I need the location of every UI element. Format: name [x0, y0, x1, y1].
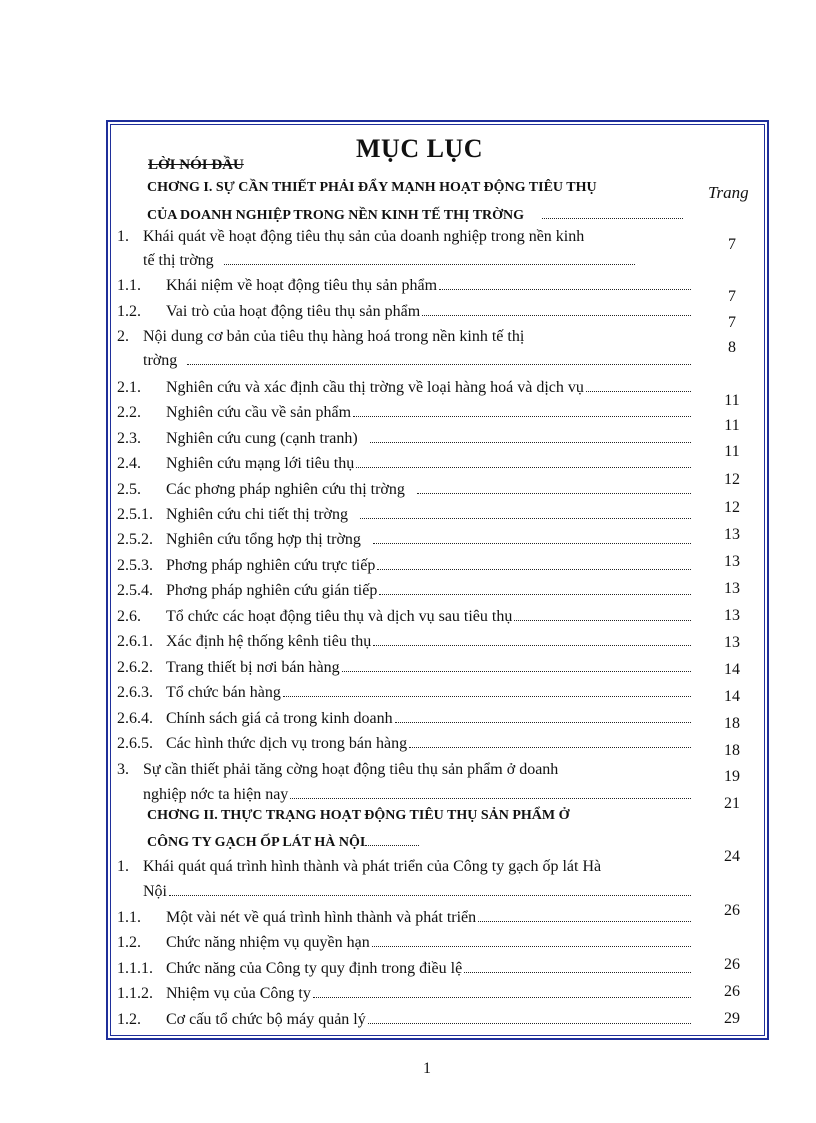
- toc-entry-title: Nghiên cứu mạng lới tiêu thụ: [166, 455, 355, 472]
- page-number: 21: [724, 795, 740, 812]
- toc-entry: [117, 297, 691, 321]
- toc-entry-number: 1.1.: [117, 909, 141, 926]
- dot-leader: [478, 921, 691, 922]
- toc-entry-title: Sự cần thiết phải tăng cờng hoạt động tiêu thụ sản phẩm ở doanh: [143, 761, 559, 778]
- toc-entry-title: Khái quát về hoạt động tiêu thụ sản của doanh nghiệp trong nền kinh: [143, 228, 585, 245]
- toc-entry-number: 2.6.1.: [117, 633, 153, 650]
- chapter-1-heading-line-1: CHƠNG I. SỰ CẦN THIẾT PHẢI ĐẨY MẠNH HOẠT ĐỘNG TIÊU THỤ: [147, 180, 597, 195]
- page-number: 14: [724, 661, 740, 678]
- chapter-2-heading-text: CÔNG TY GẠCH ỐP LÁT HÀ NỘI: [147, 835, 366, 850]
- toc-entry-number: 2.4.: [117, 455, 141, 472]
- chapter-2-heading-line-1: CHƠNG II. THỰC TRẠNG HOẠT ĐỘNG TIÊU THỤ SẢN PHẨM Ở: [147, 808, 570, 823]
- toc-entry-3-line-1: [117, 755, 691, 779]
- toc-entry-number: 2.6.2.: [117, 659, 153, 676]
- page-number: 13: [724, 553, 740, 570]
- page-number: 26: [724, 983, 740, 1000]
- toc-entry-number: 1.: [117, 858, 129, 875]
- toc-entry-title: Nội dung cơ bản của tiêu thụ hàng hoá trong nền kinh tế thị: [143, 328, 525, 345]
- toc-entry-title: Cơ cấu tổ chức bộ máy quản lý: [166, 1011, 366, 1028]
- toc-entry-number: 2.1.: [117, 379, 141, 396]
- dot-leader: [360, 518, 691, 519]
- toc-entry: [117, 398, 691, 422]
- page-number: 18: [724, 715, 740, 732]
- dot-leader: [313, 997, 691, 998]
- toc-entry-3-line-2: [143, 780, 691, 804]
- footer-page-number: 1: [423, 1060, 431, 1077]
- page-number: 13: [724, 634, 740, 651]
- toc-entry-2-line-1: [117, 322, 691, 346]
- toc-entry-2-line-2: [143, 346, 691, 370]
- page-number: 7: [728, 314, 736, 331]
- dot-leader: [372, 946, 691, 947]
- chapter-1-heading-line-2: [147, 200, 683, 224]
- page-number: 29: [724, 1010, 740, 1027]
- page-number: 11: [724, 443, 740, 460]
- page-number: 19: [724, 768, 740, 785]
- dot-leader: [373, 645, 691, 646]
- toc-entry-title: Nghiên cứu và xác định cầu thị trờng về loại hàng hoá và dịch vụ: [166, 379, 584, 396]
- toc-entry-title: Trang thiết bị nơi bán hàng: [166, 659, 340, 676]
- page-number: 13: [724, 607, 740, 624]
- page-title: MỤC LỤC: [356, 134, 483, 163]
- dot-leader: [586, 391, 691, 392]
- toc-entry: [117, 373, 691, 397]
- toc-entry-number: 2.6.4.: [117, 710, 153, 727]
- page-number: 12: [724, 499, 740, 516]
- toc-entry: [117, 1005, 691, 1029]
- toc-entry-number: 2.5.4.: [117, 582, 153, 599]
- dot-leader: [542, 218, 683, 219]
- toc-entry: [117, 551, 691, 575]
- toc-entry-title: Vai trò của hoạt động tiêu thụ sản phẩm: [166, 303, 421, 320]
- dot-leader: [379, 594, 691, 595]
- page-number: 12: [724, 471, 740, 488]
- dot-leader: [169, 895, 691, 896]
- toc-entry-number: 1.1.: [117, 277, 141, 294]
- toc-entry-1-line-2: [143, 246, 635, 270]
- toc-entry-number: 1.2.: [117, 934, 141, 951]
- toc-entry: [117, 928, 691, 952]
- toc-entry-title: Chức năng của Công ty quy định trong điều lệ: [166, 960, 463, 977]
- toc-entry-number: 1.2.: [117, 1011, 141, 1028]
- toc-entry-number: 2.2.: [117, 404, 141, 421]
- dot-leader: [370, 442, 691, 443]
- toc-entry-number: 1.1.2.: [117, 985, 153, 1002]
- toc-entry-title-cont: tế thị trờng: [143, 252, 214, 269]
- dot-leader: [342, 671, 691, 672]
- toc-entry: [117, 627, 691, 651]
- toc-entry: [117, 525, 691, 549]
- toc-entry-1-line-1: [117, 222, 691, 246]
- preface-heading: LỜI NÓI ĐẦU: [148, 157, 244, 173]
- toc-entry-number: 3.: [117, 761, 129, 778]
- toc-entry-title: Nghiên cứu tổng hợp thị trờng: [166, 531, 361, 548]
- toc-entry-number: 2.5.3.: [117, 557, 153, 574]
- toc-entry-title-cont: nghiệp nớc ta hiện nay: [143, 786, 289, 803]
- toc-entry: [117, 704, 691, 728]
- toc-entry: [117, 653, 691, 677]
- toc-entry-title: Các hình thức dịch vụ trong bán hàng: [166, 735, 408, 752]
- dot-leader: [514, 620, 691, 621]
- page-number: 7: [728, 236, 736, 253]
- page-number: 11: [724, 417, 740, 434]
- toc-entry-title: Xác định hệ thống kênh tiêu thụ: [166, 633, 372, 650]
- dot-leader: [356, 467, 691, 468]
- toc-entry: [117, 271, 691, 295]
- dot-leader: [439, 289, 691, 290]
- toc-entry: [117, 903, 691, 927]
- toc-entry-number: 2.6.3.: [117, 684, 153, 701]
- toc-entry-ch2-1-line-2: [143, 877, 691, 901]
- toc-entry-title: Tổ chức các hoạt động tiêu thụ và dịch vụ sau tiêu thụ: [166, 608, 513, 625]
- toc-entry-title: Nhiệm vụ của Công ty: [166, 985, 311, 1002]
- page-column-label: Trang: [708, 183, 749, 202]
- page-number: 14: [724, 688, 740, 705]
- toc-entry-number: 2.6.: [117, 608, 141, 625]
- toc-entry-number: 2.5.: [117, 481, 141, 498]
- toc-entry: [117, 979, 691, 1003]
- dot-leader: [187, 364, 691, 365]
- toc-entry-title: Khái niệm về hoạt động tiêu thụ sản phẩm: [166, 277, 438, 294]
- toc-entry-title-cont: trờng: [143, 352, 178, 369]
- toc-entry-ch2-1-line-1: [117, 852, 691, 876]
- page-number: 26: [724, 902, 740, 919]
- chapter-2-heading-line-2: [147, 827, 419, 851]
- dot-leader: [353, 416, 691, 417]
- dot-leader: [224, 264, 635, 265]
- toc-entry-title: Chính sách giá cả trong kinh doanh: [166, 710, 393, 727]
- toc-entry-number: 2.: [117, 328, 129, 345]
- dot-leader: [417, 493, 691, 494]
- toc-entry-title: Tổ chức bán hàng: [166, 684, 281, 701]
- toc-entry-title: Nghiên cứu cung (cạnh tranh): [166, 430, 358, 447]
- dot-leader: [409, 747, 691, 748]
- toc-entry: [117, 602, 691, 626]
- toc-entry: [117, 449, 691, 473]
- toc-entry-number: 2.5.2.: [117, 531, 153, 548]
- toc-entry-number: 2.6.5.: [117, 735, 153, 752]
- page-number: 7: [728, 288, 736, 305]
- toc-entry-title: Nghiên cứu cầu về sản phẩm: [166, 404, 352, 421]
- toc-entry-title: Phơng pháp nghiên cứu trực tiếp: [166, 557, 376, 574]
- toc-entry: [117, 729, 691, 753]
- toc-entry-number: 2.5.1.: [117, 506, 153, 523]
- dot-leader: [368, 1023, 691, 1024]
- toc-entry: [117, 424, 691, 448]
- page-number: 18: [724, 742, 740, 759]
- toc-entry: [117, 500, 691, 524]
- toc-entry: [117, 678, 691, 702]
- page-number: 26: [724, 956, 740, 973]
- toc-entry-number: 1.1.1.: [117, 960, 153, 977]
- page-number: 8: [728, 339, 736, 356]
- dot-leader: [377, 569, 691, 570]
- toc-entry-title: Chức năng nhiệm vụ quyền hạn: [166, 934, 370, 951]
- toc-entry-title-cont: Nội: [143, 883, 167, 900]
- toc-entry: [117, 475, 691, 499]
- toc-entry-title: Phơng pháp nghiên cứu gián tiếp: [166, 582, 378, 599]
- dot-leader: [283, 696, 691, 697]
- dot-leader: [464, 972, 691, 973]
- toc-entry: [117, 954, 691, 978]
- chapter-1-heading-text: CỦA DOANH NGHIỆP TRONG NỀN KINH TẾ THỊ TRỜNG: [147, 208, 525, 223]
- toc-entry-number: 2.3.: [117, 430, 141, 447]
- dot-leader: [290, 798, 691, 799]
- toc-entry: [117, 576, 691, 600]
- dot-leader: [365, 845, 419, 846]
- toc-entry-title: Một vài nét về quá trình hình thành và phát triển: [166, 909, 477, 926]
- dot-leader: [373, 543, 691, 544]
- toc-entry-title: Các phơng pháp nghiên cứu thị trờng: [166, 481, 405, 498]
- toc-entry-number: 1.2.: [117, 303, 141, 320]
- dot-leader: [422, 315, 691, 316]
- toc-entry-title: Nghiên cứu chi tiết thị trờng: [166, 506, 348, 523]
- page-number: 24: [724, 848, 740, 865]
- toc-entry-number: 1.: [117, 228, 129, 245]
- dot-leader: [395, 722, 691, 723]
- toc-entry-title: Khái quát quá trình hình thành và phát triển của Công ty gạch ốp lát Hà: [143, 858, 602, 875]
- page-number: 13: [724, 580, 740, 597]
- page-number: 13: [724, 526, 740, 543]
- page-number: 11: [724, 392, 740, 409]
